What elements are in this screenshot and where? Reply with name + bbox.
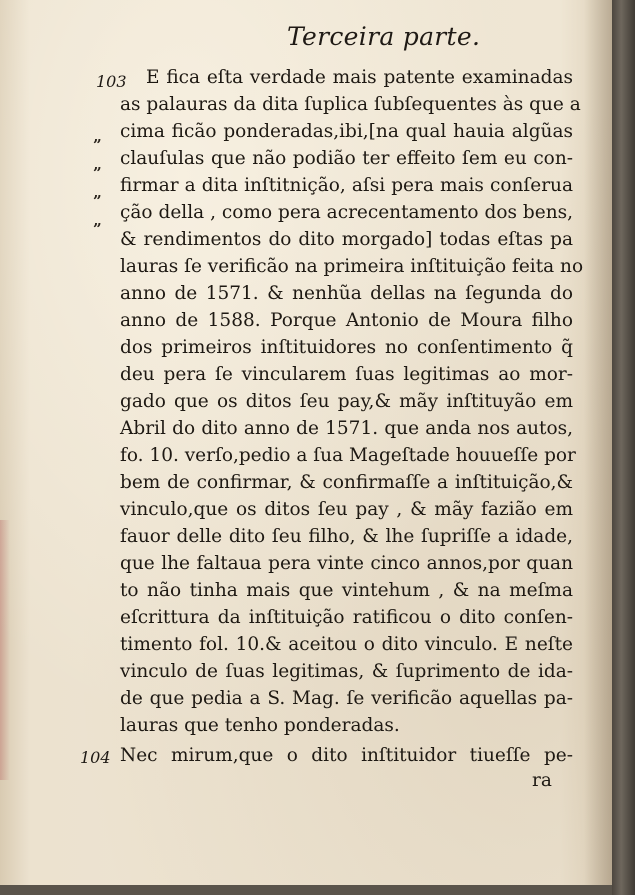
margin-number-103: 103	[96, 72, 127, 91]
text-line: firmar a dita inſtitnição, aſsi pera mais conſerua	[120, 175, 573, 196]
text-line: gado que os ditos ſeu pay,& mãy inſtituyão em	[120, 391, 573, 412]
catchword: ra	[532, 770, 552, 791]
text-line: to não tinha mais que vintehum , & na meſma	[120, 580, 573, 601]
margin-number-104: 104	[80, 748, 111, 767]
quote-mark: ”	[93, 136, 102, 154]
text-line: Nec mirum,que o dito inſtituidor tiueſſe pe-	[120, 745, 573, 766]
text-line: dos primeiros inſtituidores no conſentimento q̃	[120, 337, 573, 358]
text-line: as palauras da dita ſuplica ſubſequentes às que a	[120, 94, 581, 115]
text-line: lauras ſe verificão na primeira inſtituição feita no	[120, 256, 584, 277]
book-edge-right	[612, 0, 635, 895]
text-line: clauſulas que não podião ter effeito ſem eu con-	[120, 148, 573, 169]
text-line: cima ficão ponderadas,ibi,[na qual hauia algũas	[120, 121, 573, 142]
text-line: deu pera ſe vincularem ſuas legitimas ao mor-	[120, 364, 573, 385]
page-edge-stain	[0, 520, 10, 780]
text-line: bem de confirmar, & confirmaſſe a inſtituição,&	[120, 472, 573, 493]
quote-mark: ”	[93, 192, 102, 210]
page-gutter-shadow	[584, 0, 612, 885]
text-line: que lhe faltaua pera vinte cinco annos,por quan	[120, 553, 573, 574]
text-line: ção della , como pera acrecentamento dos bens,	[120, 202, 573, 223]
text-line: anno de 1588. Porque Antonio de Moura filho	[120, 310, 573, 331]
text-line: E fica eſta verdade mais patente examinadas	[146, 67, 573, 88]
book-edge-bottom	[0, 885, 612, 895]
text-line: anno de 1571. & nenhũa dellas na ſegunda do	[120, 283, 573, 304]
text-line: fo. 10. verſo,pedio a ſua Mageſtade houueſſe por	[120, 445, 576, 466]
text-line: eſcrittura da inſtituição ratificou o dito conſen-	[120, 607, 573, 628]
text-line: lauras que tenho ponderadas.	[120, 715, 400, 736]
text-line: & rendimentos do dito morgado] todas eſtas pa	[120, 229, 573, 250]
text-line: timento fol. 10.& aceitou o dito vinculo. E neſte	[120, 634, 573, 655]
quote-mark: ”	[93, 220, 102, 238]
text-line: vinculo,que os ditos ſeu pay , & mãy fazião em	[120, 499, 573, 520]
quote-mark: ”	[93, 164, 102, 182]
text-line: Abril do dito anno de 1571. que anda nos autos,	[120, 418, 573, 439]
text-line: vinculo de ſuas legitimas, & ſuprimento de ida-	[120, 661, 573, 682]
text-line: de que pedia a S. Mag. ſe verificão aquellas pa-	[120, 688, 573, 709]
running-head: Terceira parte.	[287, 22, 481, 51]
text-line: fauor delle dito ſeu filho, & lhe ſupriſſe a idade,	[120, 526, 573, 547]
